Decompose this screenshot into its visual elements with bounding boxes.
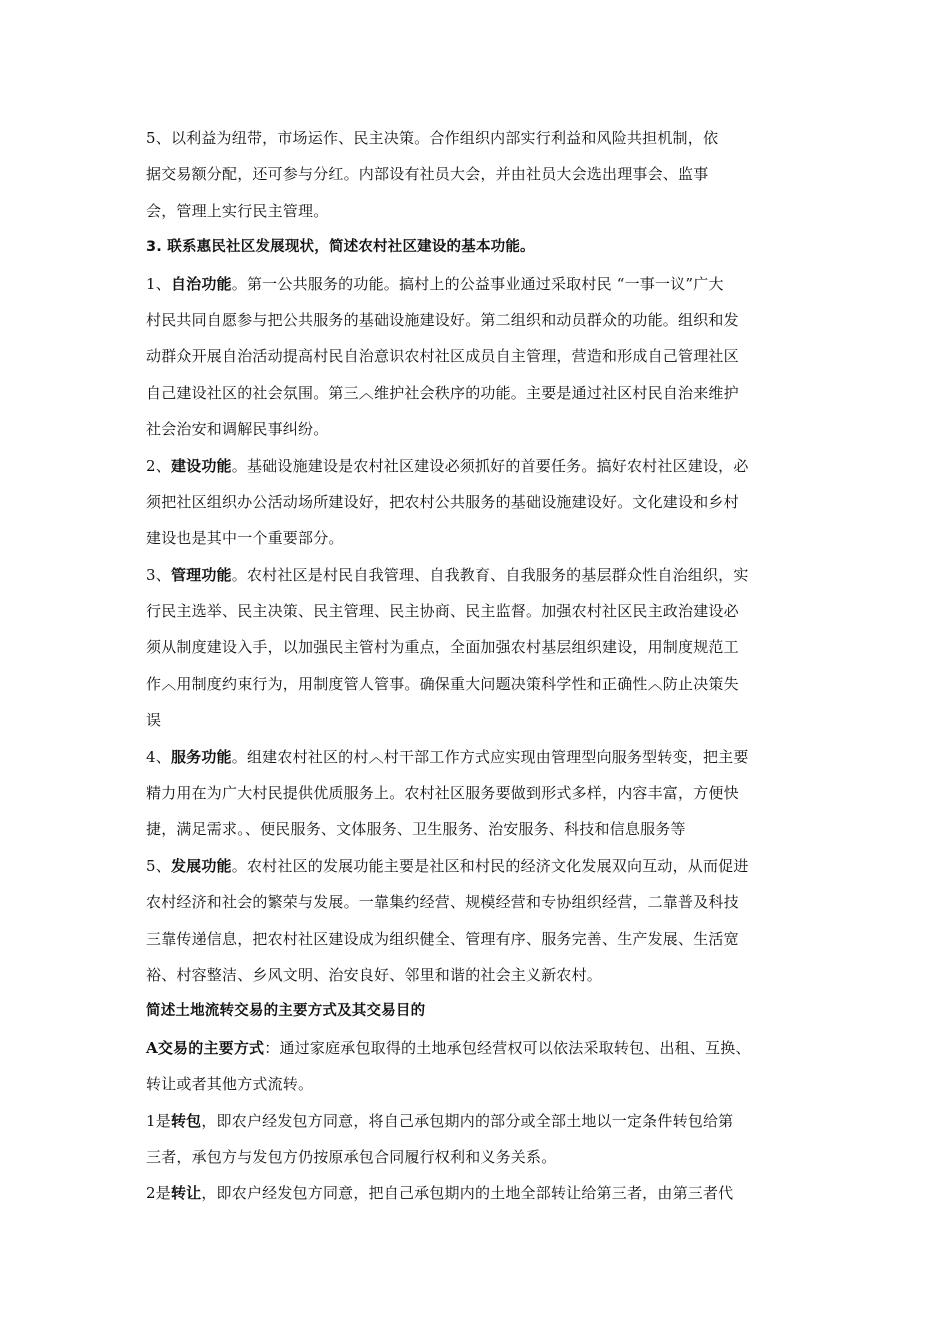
paragraph-line: 1是转包，即农户经发包方同意，将自己承包期内的部分或全部土地以一定条件转包给第: [146, 1111, 734, 1130]
paragraph-line: 建设也是其中一个重要部分。: [146, 529, 344, 548]
section-heading: 简述土地流转交易的主要方式及其交易目的: [146, 1003, 426, 1020]
paragraph-line: 须把社区组织办公活动场所建设好，把农村公共服务的基础设施建设好。文化建设和乡村: [146, 492, 739, 511]
paragraph-line: 会，管理上实行民主管理。: [146, 201, 329, 220]
paragraph-line: 捷，满足需求。、便民服务、文体服务、卫生服务、治安服务、科技和信息服务等: [146, 820, 686, 839]
paragraph-line: 2是转让，即农户经发包方同意，把自己承包期内的土地全部转让给第三者，由第三者代: [146, 1184, 734, 1203]
paragraph-line: 自己建设社区的社会氛围。第三︿维护社会秩序的功能。主要是通过社区村民自治来维护: [146, 383, 739, 402]
paragraph-line: 转让或者其他方式流转。: [146, 1075, 314, 1094]
paragraph-line: A交易的主要方式：通过家庭承包取得的土地承包经营权可以依法采取转包、出租、互换、: [146, 1038, 751, 1057]
paragraph-line: 三者，承包方与发包方仍按原承包合同履行权利和义务关系。: [146, 1147, 557, 1166]
term-bold: 转包: [170, 1111, 202, 1130]
paragraph-line: 4、服务功能。组建农村社区的村︿村干部工作方式应实现由管理型向服务型转变，把主要: [146, 747, 749, 766]
paragraph-line: 2、建设功能。基础设施建设是农村社区建设必须抓好的首要任务。搞好农村社区建设，必: [146, 456, 749, 475]
section-heading: 3. 联系惠民社区发展现状，简述农村社区建设的基本功能。: [146, 239, 535, 256]
paragraph-line: 行民主选举、民主决策、民主管理、民主协商、民主监督。加强农村社区民主政治建设必: [146, 602, 739, 621]
paragraph-line: 3、管理功能。农村社区是村民自我管理、自我教育、自我服务的基层群众性自治组织，实: [146, 565, 749, 584]
term-bold: 服务功能: [170, 747, 232, 766]
paragraph-line: 精力用在为广大村民提供优质服务上。农村社区服务要做到形式多样，内容丰富，方便快: [146, 784, 739, 803]
paragraph-line: 据交易额分配，还可参与分红。内部设有社员大会，并由社员大会选出理事会、监事: [146, 165, 709, 184]
paragraph-line: 1、自治功能。第一公共服务的功能。搞村上的公益事业通过采取村民 “一事一议”广大: [146, 274, 724, 293]
paragraph-line: 5、以利益为纽带，市场运作、民主决策。合作组织内部实行利益和风险共担机制，依: [146, 129, 719, 147]
paragraph-line: 误: [146, 711, 162, 730]
paragraph-line: 须从制度建设入手，以加强民主管村为重点，全面加强农村基层组织建设，用制度规范工: [146, 638, 739, 657]
paragraph-line: 裕、村容整洁、乡风文明、治安良好、邻里和谐的社会主义新农村。: [146, 965, 603, 984]
term-bold: 建设功能: [170, 456, 232, 475]
paragraph-line: 5、发展功能。农村社区的发展功能主要是社区和村民的经济文化发展双向互动，从而促进: [146, 856, 749, 875]
paragraph-line: 三靠传递信息，把农村社区建设成为组织健全、管理有序、服务完善、生产发展、生活宽: [146, 929, 739, 948]
term-bold: A交易的主要方式: [146, 1038, 265, 1057]
term-bold: 自治功能: [170, 274, 232, 293]
paragraph-line: 动群众开展自治活动提高村民自治意识农村社区成员自主管理，营造和形成自己管理社区: [146, 347, 739, 366]
term-bold: 发展功能: [170, 856, 232, 875]
paragraph-line: 村民共同自愿参与把公共服务的基础设施建设好。第二组织和动员群众的功能。组织和发: [146, 310, 739, 329]
paragraph-line: 农村经济和社会的繁荣与发展。一靠集约经营、规模经营和专协组织经营，二靠普及科技: [146, 893, 739, 912]
paragraph-line: 社会治安和调解民事纠纷。: [146, 420, 329, 439]
paragraph-line: 作︿用制度约束行为，用制度管人管事。确保重大问题决策科学性和正确性︿防止决策失: [146, 674, 739, 693]
term-bold: 管理功能: [170, 565, 232, 584]
term-bold: 转让: [170, 1184, 202, 1203]
document-body: [146, 126, 810, 1218]
